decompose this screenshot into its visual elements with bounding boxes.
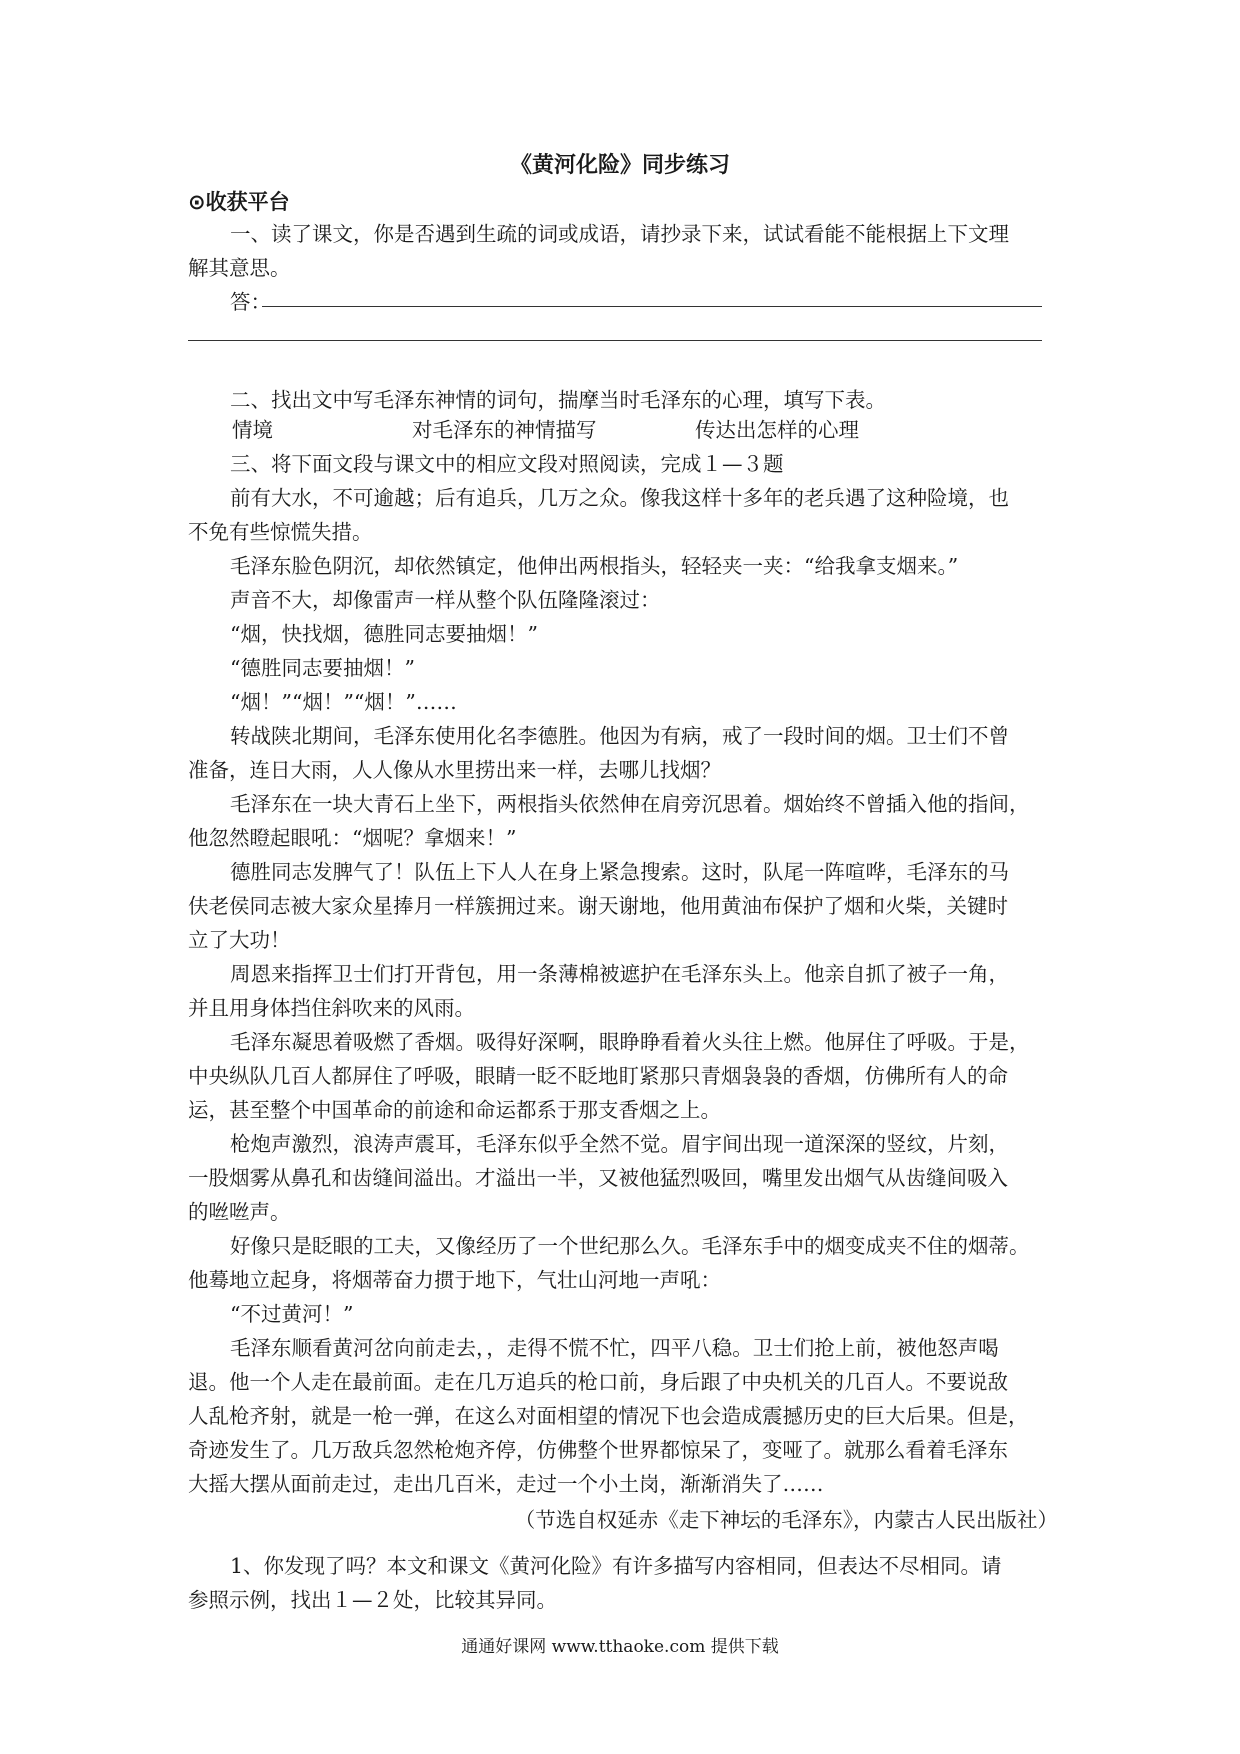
passage-line: 毛泽东脸色阴沉，却依然镇定，他伸出两根指头，轻轻夹一夹：“给我拿支烟来。” — [230, 554, 959, 578]
section-heading: ⊙收获平台 — [188, 190, 290, 214]
passage-line: 转战陕北期间，毛泽东使用化名李德胜。他因为有病，戒了一段时间的烟。卫士们不曾 — [230, 724, 1009, 748]
passage-line: 奇迹发生了。几万敌兵忽然枪炮齐停，仿佛整个世界都惊呆了，变哑了。就那么看着毛泽东 — [188, 1438, 1008, 1462]
passage-line: 毛泽东顺看黄河岔向前走去，，走得不慌不忙，四平八稳。卫士们抢上前，被他怒声喝 — [230, 1336, 999, 1360]
table-header-expression: 对毛泽东的神情描写 — [412, 418, 597, 442]
passage-line: “不过黄河！” — [230, 1302, 354, 1326]
passage-line: 毛泽东凝思着吸燃了香烟。吸得好深啊，眼睁睁看着火头往上燃。他屏住了呼吸。于是， — [230, 1030, 1030, 1054]
footer-credit: 通通好课网 www.tthaoke.com 提供下载 — [461, 1637, 779, 1657]
passage-line: 人乱枪齐射，就是一枪一弹，在这么对面相望的情况下也会造成震撼历史的巨大后果。但是， — [188, 1404, 1029, 1428]
passage-line: 立了大功！ — [188, 928, 291, 952]
answer-label: 答： — [230, 290, 271, 314]
table-header-situation: 情境 — [232, 418, 273, 442]
question-4-line-1: 1、你发现了吗？本文和课文《黄河化险》有许多描写内容相同，但表达不尽相同。请 — [230, 1554, 1002, 1578]
passage-line: 周恩来指挥卫士们打开背包，用一条薄棉被遮护在毛泽东头上。他亲自抓了被子一角， — [230, 962, 1009, 986]
passage-line: 不免有些惊慌失措。 — [188, 520, 373, 544]
passage-line: 并且用身体挡住斜吹来的风雨。 — [188, 996, 475, 1020]
passage-line: 前有大水，不可逾越；后有追兵，几万之众。像我这样十多年的老兵遇了这种险境，也 — [230, 486, 1009, 510]
passage-line: 毛泽东在一块大青石上坐下，两根指头依然伸在肩旁沉思着。烟始终不曾插入他的指间， — [230, 792, 1030, 816]
page-title: 《黄河化险》同步练习 — [509, 153, 730, 178]
question-1-line-2: 解其意思。 — [188, 256, 291, 280]
passage-line: 伕老侯同志被大家众星捧月一样簇拥过来。谢天谢地，他用黄油布保护了烟和火柴，关键时 — [188, 894, 1008, 918]
passage-line: “烟！”“烟！”“烟！”…… — [230, 690, 457, 714]
passage-line: 德胜同志发脾气了！队伍上下人人在身上紧急搜索。这时，队尾一阵喧哗，毛泽东的马 — [230, 860, 1009, 884]
question-1-line-1: 一、读了课文，你是否遇到生疏的词或成语，请抄录下来，试试看能不能根据上下文理 — [230, 222, 1009, 246]
passage-line: 好像只是眨眼的工夫，又像经历了一个世纪那么久。毛泽东手中的烟变成夹不住的烟蒂。 — [230, 1234, 1030, 1258]
passage-source: （节选自权延赤《走下神坛的毛泽东》，内蒙古人民出版社） — [514, 1508, 1058, 1532]
passage-line: 一股烟雾从鼻孔和齿缝间溢出。才溢出一半，又被他猛烈吸回，嘴里发出烟气从齿缝间吸入 — [188, 1166, 1008, 1190]
passage-line: 他蓦地立起身，将烟蒂奋力掼于地下，气壮山河地一声吼： — [188, 1268, 721, 1292]
passage-line: 准备，连日大雨，人人像从水里捞出来一样，去哪儿找烟？ — [188, 758, 721, 782]
passage-line: 运，甚至整个中国革命的前途和命运都系于那支香烟之上。 — [188, 1098, 721, 1122]
passage-line: 退。他一个人走在最前面。走在几万追兵的枪口前，身后跟了中央机关的几百人。不要说敌 — [188, 1370, 1008, 1394]
passage-line: 的咝咝声。 — [188, 1200, 291, 1224]
table-header-psychology: 传达出怎样的心理 — [695, 418, 859, 442]
question-3-text: 三、将下面文段与课文中的相应文段对照阅读，完成１—３题 — [230, 452, 784, 476]
question-4-line-2: 参照示例，找出１—２处，比较其异同。 — [188, 1588, 557, 1612]
passage-line: “德胜同志要抽烟！” — [230, 656, 415, 680]
passage-line: 他忽然瞪起眼吼：“烟呢？拿烟来！” — [188, 826, 517, 850]
passage-line: 中央纵队几百人都屏住了呼吸，眼睛一眨不眨地盯紧那只青烟袅袅的香烟，仿佛所有人的命 — [188, 1064, 1008, 1088]
question-2-text: 二、找出文中写毛泽东神情的词句，揣摩当时毛泽东的心理，填写下表。 — [230, 388, 886, 412]
passage-line: 声音不大，却像雷声一样从整个队伍隆隆滚过： — [230, 588, 661, 612]
passage-line: 枪炮声激烈，浪涛声震耳，毛泽东似乎全然不觉。眉宇间出现一道深深的竖纹，片刻， — [230, 1132, 1009, 1156]
answer-line-1[interactable] — [262, 306, 1042, 307]
passage-line: “烟，快找烟，德胜同志要抽烟！” — [230, 622, 538, 646]
answer-line-2[interactable] — [188, 340, 1042, 341]
passage-line: 大摇大摆从面前走过，走出几百米，走过一个小土岗，渐渐消失了…… — [188, 1472, 824, 1496]
